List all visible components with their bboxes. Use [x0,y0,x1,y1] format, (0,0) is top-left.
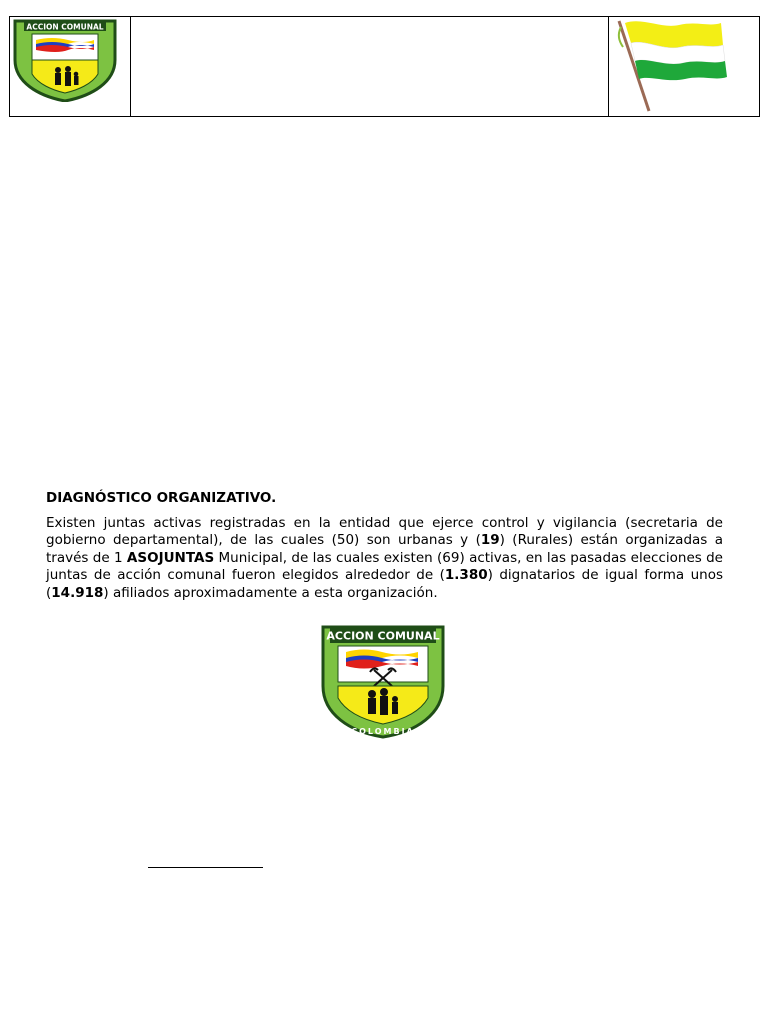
para-dignatarios-count: 1.380 [444,567,488,584]
para-text-1: Existen juntas activas registradas en la entidad que ejerce control y vigilancia (secretaria de gobierno departamental), de las cuales (50) son urbanas y ( [46,515,723,549]
accion-comunal-logo-large [320,624,446,740]
logo-large-text: ACCION COMUNAL [326,629,440,643]
signature-line [148,867,263,868]
para-text-3: Municipal, de las cuales existen (69) activas, en las pasadas elecciones de juntas de acción comunal fueron elegidos alrededor de ( [46,549,723,584]
para-asojuntas: ASOJUNTAS [126,549,215,566]
logo-large-bottom-text: COLOMBIA [351,727,415,736]
para-afiliados-count: 14.918 [51,584,104,601]
flag-icon [613,17,733,115]
logo-small-text: ACCION COMUNAL [26,22,104,32]
accion-comunal-logo-small [12,18,118,102]
header-logo-cell [10,17,131,116]
header-flag-cell [608,17,759,116]
section-title: DIAGNÓSTICO ORGANIZATIVO. [46,490,277,506]
para-rural-count: 19 [480,532,500,549]
para-text-2: ) (Rurales) están organizadas a través de 1 [46,532,723,566]
para-text-4: ) dignatarios de igual forma unos ( [46,567,723,601]
section-paragraph [46,515,723,602]
header-title-cell [131,17,608,116]
header-table [9,16,760,117]
para-text-5: ) afiliados aproximadamente a esta organización. [103,584,438,601]
